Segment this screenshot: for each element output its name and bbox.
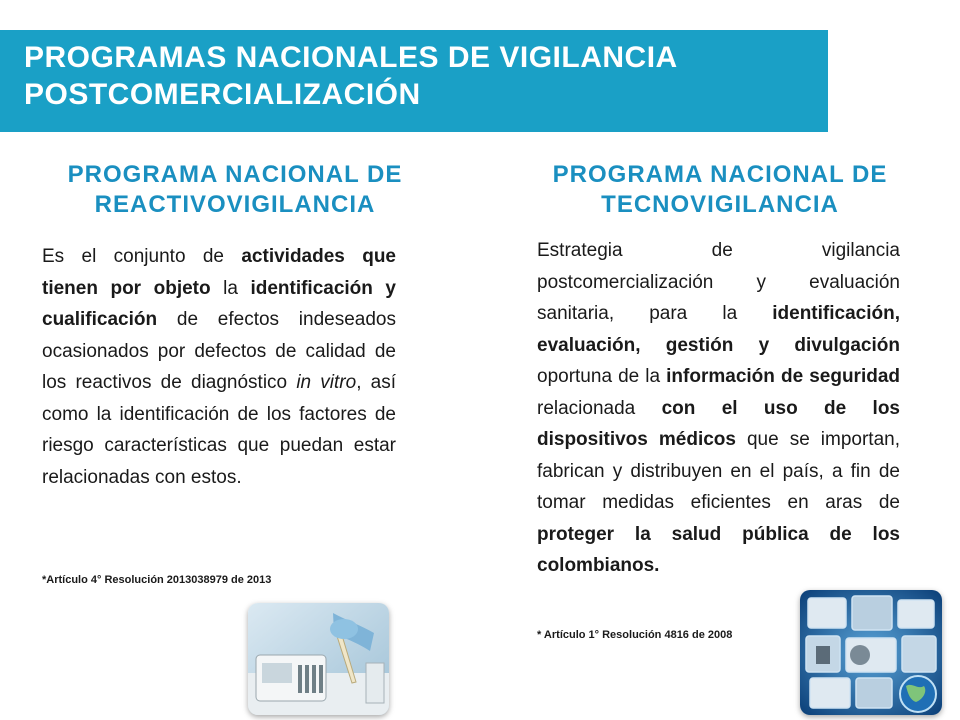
- reactivovigilancia-definition: [42, 241, 396, 493]
- laboratory-reagent-photo: [248, 603, 389, 715]
- text-segment: proteger la salud pública de los colombianos.: [537, 523, 900, 576]
- reactivovigilancia-heading: [10, 160, 460, 220]
- text-segment: Estrategia de vigilancia postcomercialización y evaluación sanitaria, para la: [537, 240, 900, 324]
- text-segment: relacionada: [537, 397, 662, 419]
- reactivovigilancia-legal-reference: *Artículo 4° Resolución 2013038979 de 2013: [42, 574, 272, 586]
- text-segment: de efectos indeseados ocasionados por defectos de calidad de los reactivos de diagnóstico: [42, 309, 396, 393]
- medical-devices-collage-photo: [800, 590, 942, 715]
- text-segment: con el uso de los dispositivos médicos: [537, 397, 900, 450]
- text-segment: oportuna de la: [537, 366, 667, 387]
- heading-line: REACTIVOVIGILANCIA: [94, 191, 376, 218]
- text-segment: identificación, evaluación, gestión y divulgación: [537, 303, 900, 356]
- page-title-line2: POSTCOMERCIALIZACIÓN: [24, 78, 421, 111]
- text-segment: identificación y cualificación: [42, 277, 396, 330]
- title-banner: [0, 30, 828, 132]
- page-title-line1: PROGRAMAS NACIONALES DE VIGILANCIA: [24, 41, 678, 74]
- heading-line: PROGRAMA NACIONAL DE: [552, 161, 888, 188]
- heading-line: TECNOVIGILANCIA: [601, 191, 839, 218]
- text-segment: , así como la identificación de los factores de riesgo características que puedan estar relacionadas con estos.: [42, 372, 396, 488]
- text-segment: que se importan, fabrican y distribuyen en el país, a fin de tomar medidas eficientes en aras de: [537, 429, 900, 513]
- text-segment: la: [210, 277, 251, 299]
- text-segment: actividades que tienen por objeto: [42, 246, 396, 299]
- medical-devices-photo-icon: [800, 590, 942, 715]
- text-segment: in vitro: [296, 372, 357, 393]
- tecnovigilancia-definition: [537, 235, 900, 582]
- tecnovigilancia-legal-reference: * Artículo 1° Resolución 4816 de 2008: [537, 629, 733, 641]
- text-segment: información de seguridad: [666, 366, 901, 387]
- laboratory-photo-icon: [248, 603, 389, 715]
- tecnovigilancia-heading: [492, 160, 948, 220]
- heading-line: PROGRAMA NACIONAL DE: [67, 161, 403, 188]
- text-segment: Es el conjunto de: [42, 246, 242, 267]
